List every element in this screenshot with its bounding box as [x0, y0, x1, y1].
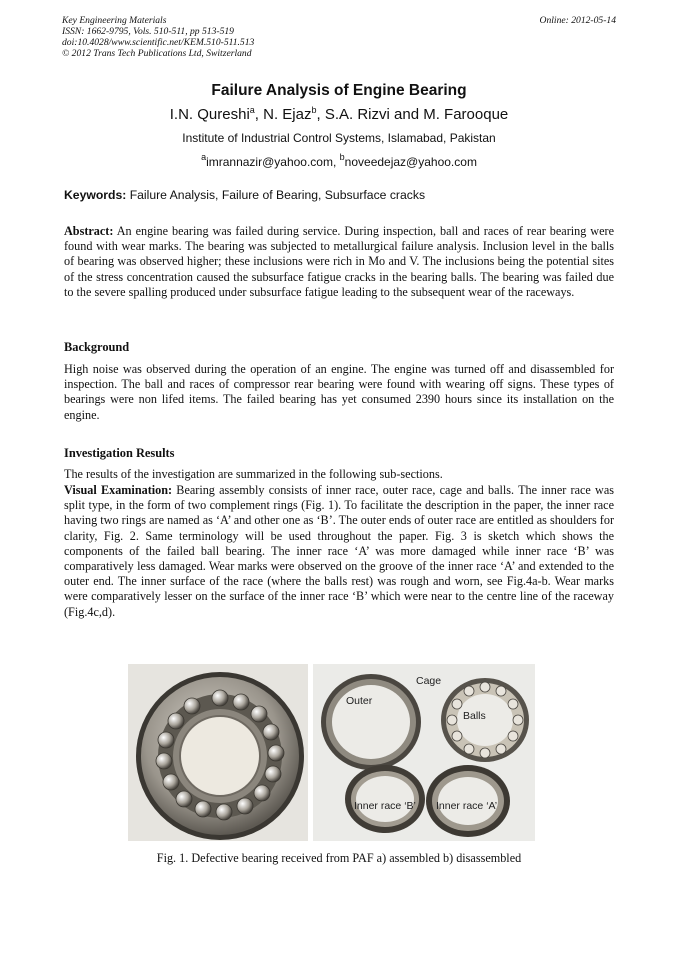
- affiliation: Institute of Industrial Control Systems, Islamabad, Pakistan: [182, 131, 496, 145]
- author-2-sup: b: [311, 105, 317, 115]
- label-outer: Outer: [346, 695, 373, 707]
- keywords-label: Keywords:: [64, 188, 127, 202]
- label-balls: Balls: [463, 710, 486, 722]
- journal-name: Key Engineering Materials: [62, 15, 167, 26]
- visual-examination-text: Bearing assembly consists of inner race, outer race, cage and balls. The inner race was split type, in the form of two complement rings (Fig. 1). To facilitate the description in the paper, the inner race having two rings are named as ‘A’ and other one as ‘B’. The outer ends of outer race are entitled as shoulders for clarity, Fig. 2. Same terminology will be used throughout the paper. Fig. 3 is sketch which shows the components of the failed ball bearing. The inner race ‘A’ was more damaged while inner race ‘B’ was comparatively less damaged. Wear marks were observed on the groove of the inner race ‘A’ and extended to the outer end. The inner surface of the race (where the balls rest) was rough and worn, see Fig.4a-b. Wear marks were comparatively lesser on the surface of the inner race ‘B’ which were near to the centre line of the raceway (Fig.4c,d).: [64, 483, 614, 619]
- keywords-text: Failure Analysis, Failure of Bearing, Subsurface cracks: [126, 188, 426, 202]
- email-line: [0, 152, 678, 169]
- journal-header: [62, 15, 254, 59]
- visual-examination: [64, 483, 614, 620]
- figure-caption: Fig. 1. Defective bearing received from PAF a) assembled b) disassembled: [156, 851, 522, 865]
- copyright-line: © 2012 Trans Tech Publications Ltd, Switzerland: [62, 48, 252, 59]
- visual-examination-label: Visual Examination:: [64, 483, 173, 497]
- disassembled-bearing-photo: [313, 664, 535, 841]
- paper-title: Failure Analysis of Engine Bearing: [211, 82, 467, 99]
- other-authors: , S.A. Rizvi and M. Farooque: [316, 106, 509, 123]
- assembled-bearing-photo: [128, 664, 308, 841]
- abstract-label: Abstract:: [64, 224, 114, 238]
- label-inner-race-a: Inner race ‘A’: [436, 800, 498, 812]
- keywords: [64, 188, 425, 202]
- online-date: Online: 2012-05-14: [539, 15, 616, 26]
- background-text: High noise was observed during the operation of an engine. The engine was turned off and disassembled for inspection. The ball and races of compressor rear bearing were found with wearing off signs. These types of bearings were non lifed items. The failed bearing has yet consumed 2390 hours since its installation on the engine.: [64, 362, 614, 422]
- email-a-sup: a: [201, 152, 207, 162]
- label-inner-race-b: Inner race ‘B’: [354, 800, 416, 812]
- label-cage: Cage: [416, 675, 442, 687]
- author-1-sup: a: [249, 105, 255, 115]
- author-2: , N. Ejaz: [254, 106, 312, 123]
- investigation-heading: Investigation Results: [64, 446, 175, 460]
- author-1: I.N. Qureshi: [169, 106, 250, 123]
- abstract-text: An engine bearing was failed during service. During inspection, ball and races of rear bearing were found with wear marks. The bearing was subjected to metallurgical failure analysis. Inclusion level in the balls of bearing was observed higher; these inclusions were rich in Mo and V. The inclusions being the potential sites of the stress concentration caused the subsurface fatigue cracks in the bearing balls. The bearing was failed due to the severe spalling produced under subsurface fatigue leading to the subsequent wear of the raceways.: [64, 224, 614, 299]
- issn-line: ISSN: 1662-9795, Vols. 510-511, pp 513-519: [62, 26, 234, 37]
- email-a: imrannazir@yahoo.com,: [206, 155, 340, 169]
- background-heading: Background: [64, 340, 130, 354]
- investigation-intro: The results of the investigation are summarized in the following sub-sections.: [64, 467, 443, 481]
- doi-line: doi:10.4028/www.scientific.net/KEM.510-511.513: [62, 37, 255, 48]
- email-b: noveedejaz@yahoo.com: [344, 155, 477, 169]
- email-b-sup: b: [339, 152, 345, 162]
- figure-assembled-bearing: [128, 664, 308, 841]
- figure-disassembled-bearing: [313, 664, 535, 841]
- abstract: [64, 224, 614, 300]
- author-list: [0, 105, 678, 123]
